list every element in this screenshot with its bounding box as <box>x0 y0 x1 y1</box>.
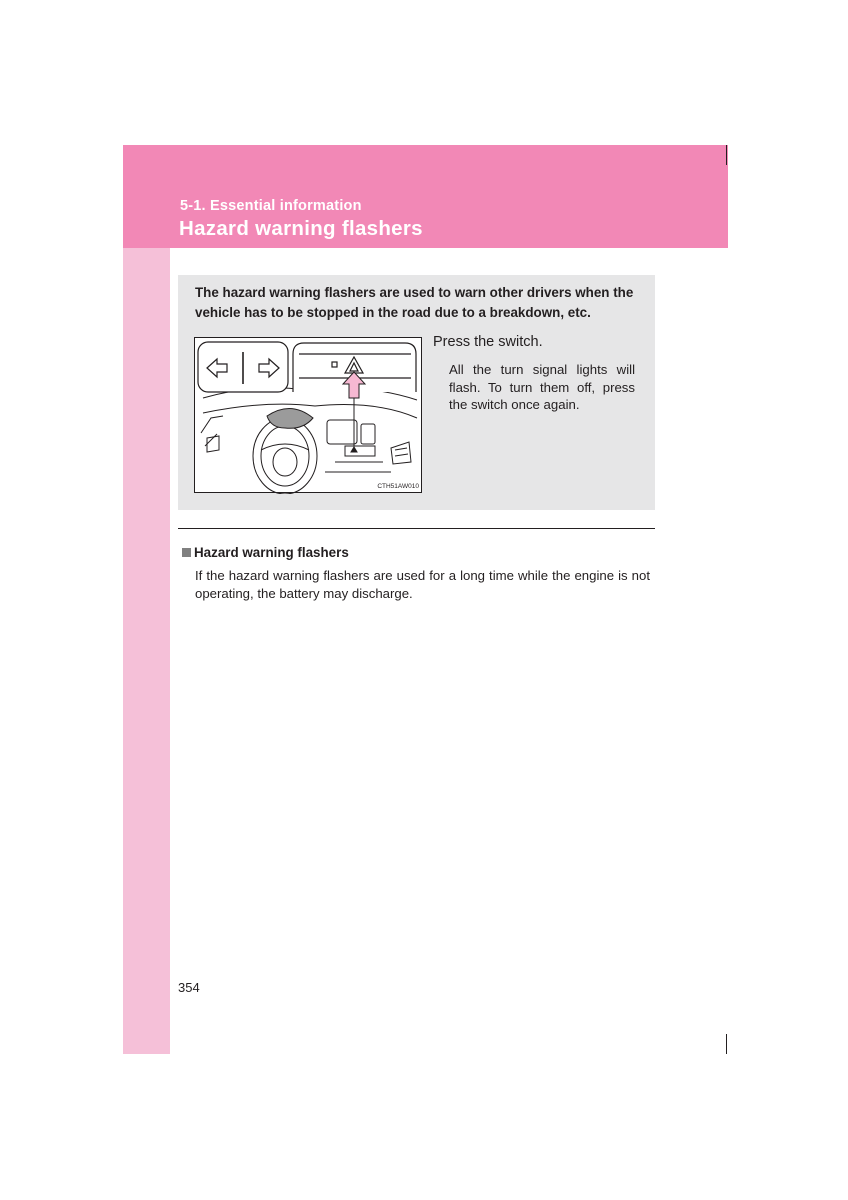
note-heading <box>182 545 349 560</box>
step-title: Press the switch. <box>433 334 543 350</box>
dashboard-drawing <box>195 338 423 494</box>
intro-text: The hazard warning flashers are used to warn other drivers when the vehicle has to be stopped in the road due to a breakdown, etc. <box>195 285 634 320</box>
section-label: 5-1. Essential information <box>180 198 362 214</box>
figure-code: CTH51AW010 <box>377 483 419 490</box>
square-bullet-icon <box>182 548 191 557</box>
note-heading-text: Hazard warning flashers <box>194 545 349 560</box>
crop-mark-top <box>726 145 727 165</box>
side-band <box>123 145 170 1054</box>
step-description: All the turn signal lights will flash. To turn them off, press the switch once again. <box>449 362 635 412</box>
page-number: 354 <box>178 980 200 995</box>
crop-mark-bottom <box>726 1034 727 1054</box>
section-divider <box>178 528 655 529</box>
hazard-switch-illustration <box>194 337 422 493</box>
page-title: Hazard warning flashers <box>179 217 423 240</box>
note-text: If the hazard warning flashers are used for a long time while the engine is not operating, the battery may discharge. <box>195 568 650 601</box>
